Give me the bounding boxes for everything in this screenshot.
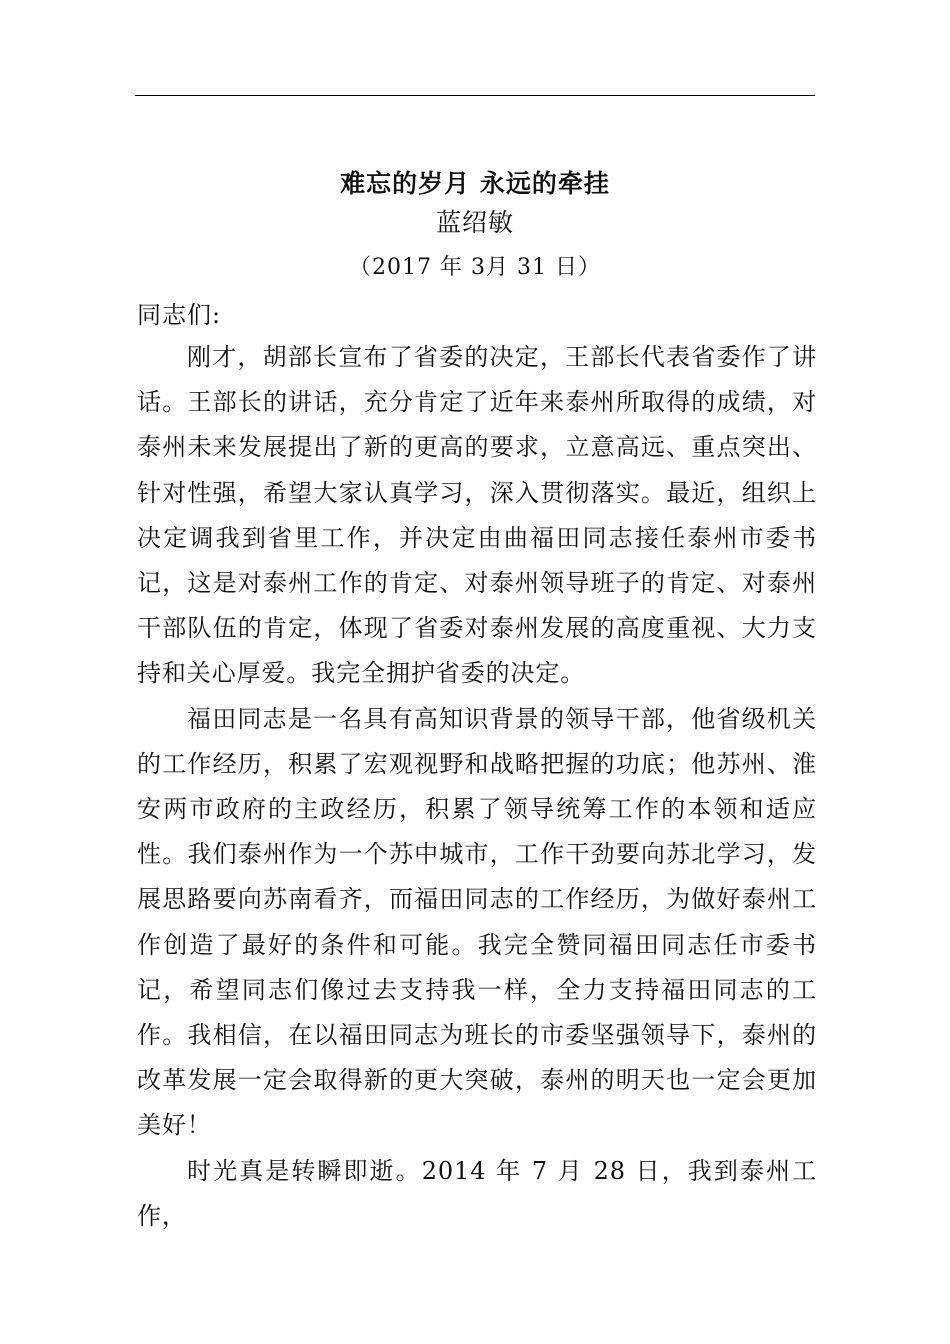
header-rule (135, 95, 815, 96)
salutation: 同志们: (137, 301, 222, 329)
document-title: 难忘的岁月 永远的牵挂 (340, 169, 610, 198)
author-name: 蓝绍敏 (435, 208, 514, 237)
paragraph-3: 时光真是转瞬即逝。2014 年 7 月 28 日，我到泰州工作， (137, 1156, 817, 1230)
paragraph-1: 刚才，胡部长宣布了省委的决定，王部长代表省委作了讲话。王部长的讲话，充分肯定了近年来泰州所取得的成绩，对泰州未来发展提出了新的更高的要求，立意高远、重点突出、针对性强，希望大家认真学习，深入贯彻落实。最近，组织上决定调我到省里工作，并决定由曲福田同志接任泰州市委书记，这是对泰州工作的肯定、对泰州领导班子的肯定、对泰州干部队伍的肯定，体现了省委对泰州发展的高度重视、大力支持和关心厚爱。我完全拥护省委的决定。 (137, 343, 817, 688)
speech-date: （2017 年 3月 31 日） (349, 255, 601, 280)
paragraph-2: 福田同志是一名具有高知识背景的领导干部，他省级机关的工作经历，积累了宏观视野和战略把握的功底；他苏州、淮安两市政府的主政经历，积累了领导统筹工作的本领和适应性。我们泰州作为一个苏中城市，工作干劲要向苏北学习，发展思路要向苏南看齐，而福田同志的工作经历，为做好泰州工作创造了最好的条件和可能。我完全赞同福田同志任市委书记，希望同志们像过去支持我一样，全力支持福田同志的工作。我相信，在以福田同志为班长的市委坚强领导下，泰州的改革发展一定会取得新的更大突破，泰州的明天也一定会更加美好！ (137, 704, 817, 1140)
speech-body (137, 335, 817, 1239)
